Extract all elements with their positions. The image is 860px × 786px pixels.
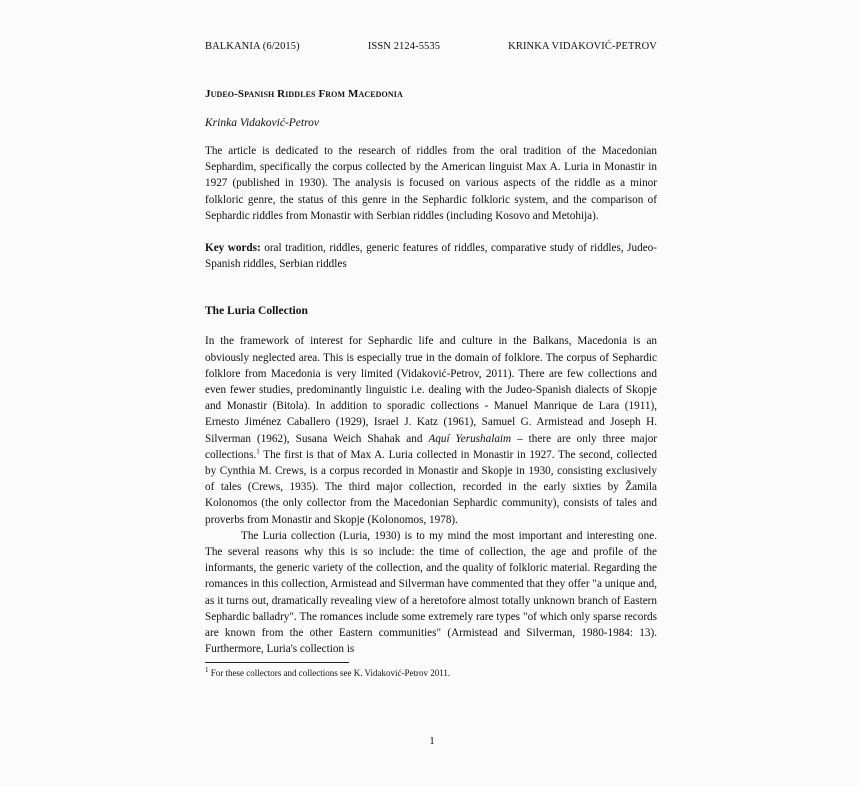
article-title: Judeo-Spanish Riddles From Macedonia bbox=[205, 88, 403, 100]
body-paragraph-1 bbox=[205, 333, 657, 527]
paragraph-text: – there are only three major collections. bbox=[205, 432, 658, 461]
abstract: The article is dedicated to the research of riddles from the oral tradition of the Macedonian Sephardim, specifically the corpus collected by the American linguist Max A. Luria in Monastir in 1927 (published in 1930). The analysis is focused on various aspects of the riddle as a minor folkloric genre, the status of this genre in the Sephardic folkloric system, and the comparison of Sephardic riddles from Monastir with Serbian riddles (including Kosovo and Metohija). bbox=[205, 145, 657, 222]
italic-title: Aquí Yerushalaim bbox=[428, 432, 512, 445]
issn: ISSN 2124-5535 bbox=[367, 41, 441, 52]
body-paragraph-2: The Luria collection (Luria, 1930) is to my mind the most important and interesting one. The several reasons why this is so include: the time of collection, the age and profile of the informants, the generic variety of the collection, and the quality of folkloric material. Regarding the romances in this collection, Armistead and Silverman have commented that they offer "a unique and, as it turns out, dramatically revealing view of a heretofore almost totally unknown branch of Eastern Sephardic balladry". The romances include some extremely rare types "of which only sparse records are known from the other Eastern communities" (Armistead and Silverman, 1980-1984: 13). Furthermore, Luria's collection is bbox=[205, 529, 657, 656]
section-heading: The Luria Collection bbox=[205, 305, 308, 318]
keywords-list: oral tradition, riddles, generic features of riddles, comparative study of riddles, Judeo-Spanish riddles, Serbian riddles bbox=[205, 242, 657, 271]
paragraph-text: The first is that of Max A. Luria collected in Monastir in 1927. The second, collected by Cynthia M. Crews, is a corpus recorded in Monastir and Skopje in 1930, consisting exclusively of tales (Crews, 1935). The third major collection, recorded in the early sixties by Žamila Kolonomos (the only collector from the Macedonian Sephardic community), consists of tales and proverbs from Monastir and Skopje (Kolonomos, 1978). bbox=[205, 448, 657, 526]
running-header bbox=[205, 40, 657, 54]
page-number-container bbox=[0, 735, 860, 747]
journal-name: BALKANIA (6/2015) bbox=[205, 41, 300, 52]
keywords bbox=[205, 240, 657, 272]
article-author: Krinka Vidaković-Petrov bbox=[205, 117, 320, 129]
footnote-divider bbox=[205, 662, 349, 663]
paragraph-text: In the framework of interest for Sephardic life and culture in the Balkans, Macedonia is an obviously neglected area. This is especially true in the domain of folklore. The corpus of Sephardic folklore from Macedonia is very limited (Vidaković-Petrov, 2011). There are few collections and even fewer studies, predominantly linguistic i.e. dealing with the Judeo-Spanish dialects of Skopje and Monastir (Bitola). In addition to sporadic collections - Manuel Manrique de Lara (1911), Ernesto Jiménez Caballero (1929), Israel J. Katz (1961), Samuel G. Armistead and Joseph H. Silverman (1962), Susana Weich Shahak and bbox=[205, 335, 657, 445]
page-content bbox=[205, 40, 657, 679]
footnote-reference[interactable]: 1 bbox=[256, 447, 260, 456]
footnote bbox=[205, 667, 657, 679]
running-author: KRINKA VIDAKOVIĆ-PETROV bbox=[508, 41, 657, 52]
footnote-text: For these collectors and collections see K. Vidaković-Petrov 2011. bbox=[208, 668, 451, 679]
keywords-label: Key words: bbox=[205, 242, 261, 255]
footnote-mark: 1 bbox=[205, 666, 209, 675]
page-number: 1 bbox=[429, 735, 435, 747]
